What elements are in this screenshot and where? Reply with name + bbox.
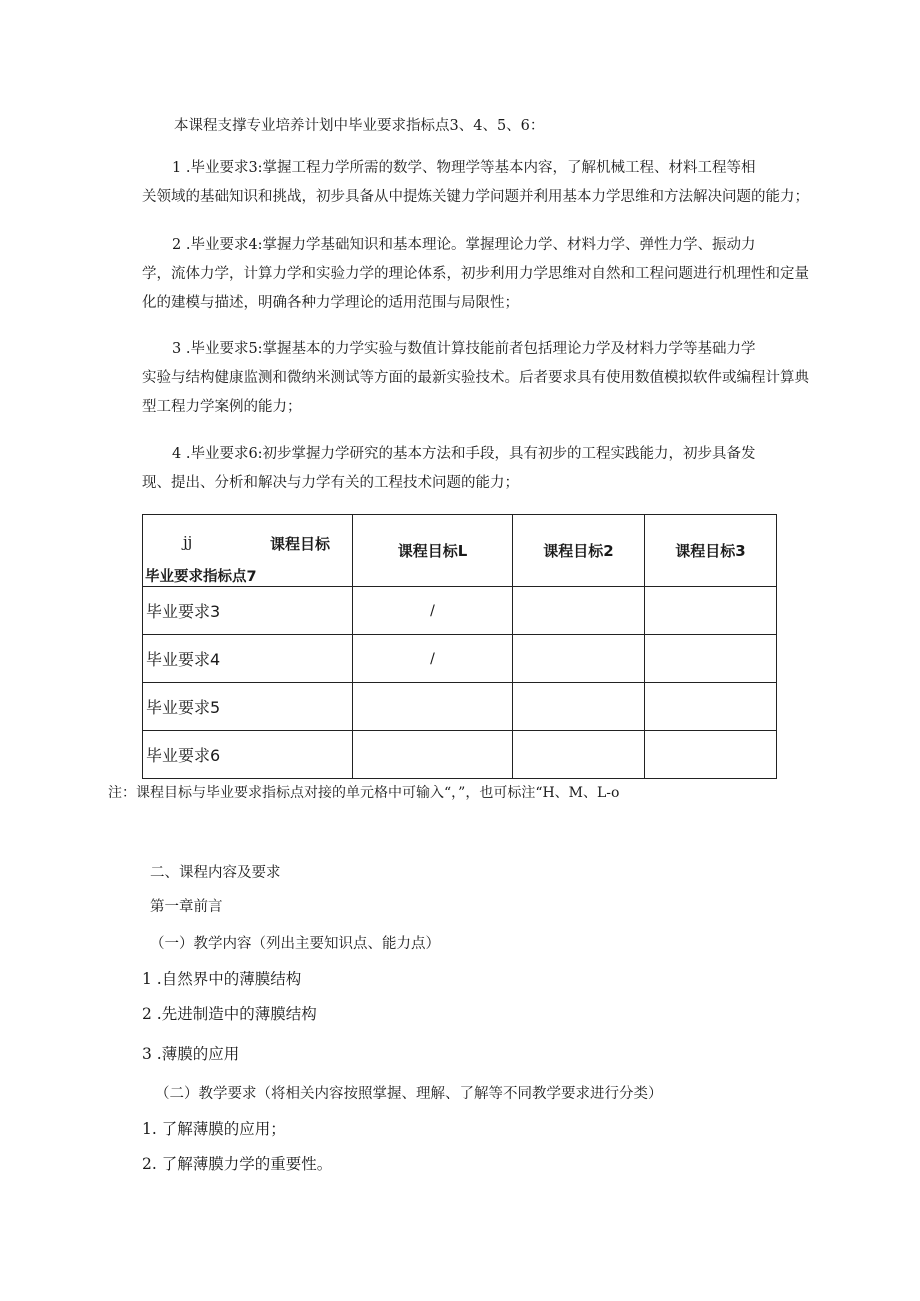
table-cell: / bbox=[353, 635, 513, 683]
row-label: 毕业要求4 bbox=[143, 635, 353, 683]
requirement-3 bbox=[142, 335, 809, 422]
table-cell: / bbox=[353, 587, 513, 635]
table-note: 注：课程目标与毕业要求指标点对接的单元格中可输入“，”，也可标注“H、M、L-o bbox=[108, 785, 620, 801]
table-row bbox=[143, 683, 777, 731]
table-row bbox=[143, 731, 777, 779]
requirement-1 bbox=[142, 154, 809, 212]
requirement-4-line-2: 现、提出、分析和解决与力学有关的工程技术问题的能力； bbox=[142, 475, 519, 491]
corner-mark: jj bbox=[183, 533, 193, 551]
requirement-2 bbox=[142, 231, 809, 318]
table-header-row bbox=[143, 515, 777, 587]
requirement-1-line-1: 1 .毕业要求3:掌握工程力学所需的数学、物理学等基本内容，了解机械工程、材料工程等相 bbox=[172, 160, 756, 176]
requirement-2-line-1: 2 .毕业要求4:掌握力学基础知识和基本理论。掌握理论力学、材料力学、弹性力学、振动力 bbox=[172, 237, 756, 253]
table-row bbox=[143, 587, 777, 635]
header-goal-2: 课程目标2 bbox=[513, 515, 645, 587]
content-item-1: 1 .自然界中的薄膜结构 bbox=[142, 970, 302, 988]
row-label: 毕业要求3 bbox=[143, 587, 353, 635]
content-item-2: 2 .先进制造中的薄膜结构 bbox=[142, 1005, 317, 1023]
corner-target-label: 课程目标 bbox=[269, 535, 330, 553]
table-cell bbox=[353, 683, 513, 731]
table-corner-cell bbox=[143, 515, 353, 587]
header-goal-3: 课程目标3 bbox=[645, 515, 777, 587]
requirement-2-line-2: 学，流体力学，计算力学和实验力学的理论体系，初步利用力学思维对自然和工程问题进行机理性和定量 bbox=[142, 266, 809, 282]
chapter-title: 第一章前言 bbox=[150, 899, 223, 915]
table-cell bbox=[513, 587, 645, 635]
requirement-4 bbox=[142, 440, 756, 498]
table-cell bbox=[645, 731, 777, 779]
teaching-req-heading: （二）教学要求（将相关内容按照掌握、理解、了解等不同教学要求进行分类） bbox=[155, 1086, 663, 1102]
table-cell bbox=[645, 587, 777, 635]
requirement-3-line-1: 3 .毕业要求5:掌握基本的力学实验与数值计算技能前者包括理论力学及材料力学等基础力学 bbox=[172, 341, 756, 357]
content-item-3: 3 .薄膜的应用 bbox=[142, 1045, 240, 1063]
table-cell bbox=[353, 731, 513, 779]
header-goal-1: 课程目标L bbox=[353, 515, 513, 587]
teaching-content-heading: （一）教学内容（列出主要知识点、能力点） bbox=[150, 936, 440, 952]
requirement-4-line-1: 4 .毕业要求6:初步掌握力学研究的基本方法和手段，具有初步的工程实践能力，初步具备发 bbox=[172, 446, 756, 462]
table-cell bbox=[513, 683, 645, 731]
support-matrix-table bbox=[142, 514, 777, 779]
requirement-1-line-2: 关领域的基础知识和挑战，初步具备从中提炼关键力学问题并利用基本力学思维和方法解决问题的能力； bbox=[142, 189, 809, 205]
row-label: 毕业要求5 bbox=[143, 683, 353, 731]
req-item-1: 1. 了解薄膜的应用； bbox=[142, 1120, 286, 1138]
corner-requirement-label: 毕业要求指标点7 bbox=[145, 569, 257, 585]
table-row bbox=[143, 635, 777, 683]
table-cell bbox=[513, 731, 645, 779]
requirement-2-line-3: 化的建模与描述，明确各种力学理论的适用范围与局限性； bbox=[142, 295, 519, 311]
row-label: 毕业要求6 bbox=[143, 731, 353, 779]
section-title: 二、课程内容及要求 bbox=[150, 865, 281, 881]
requirement-3-line-3: 型工程力学案例的能力； bbox=[142, 399, 302, 415]
intro-text: 本课程支撑专业培养计划中毕业要求指标点3、4、5、6： bbox=[174, 118, 545, 134]
table-cell bbox=[645, 683, 777, 731]
table-cell bbox=[513, 635, 645, 683]
req-item-2: 2. 了解薄膜力学的重要性。 bbox=[142, 1155, 333, 1173]
table-cell bbox=[645, 635, 777, 683]
requirement-3-line-2: 实验与结构健康监测和微纳米测试等方面的最新实验技术。后者要求具有使用数值模拟软件或编程计算典 bbox=[142, 370, 809, 386]
